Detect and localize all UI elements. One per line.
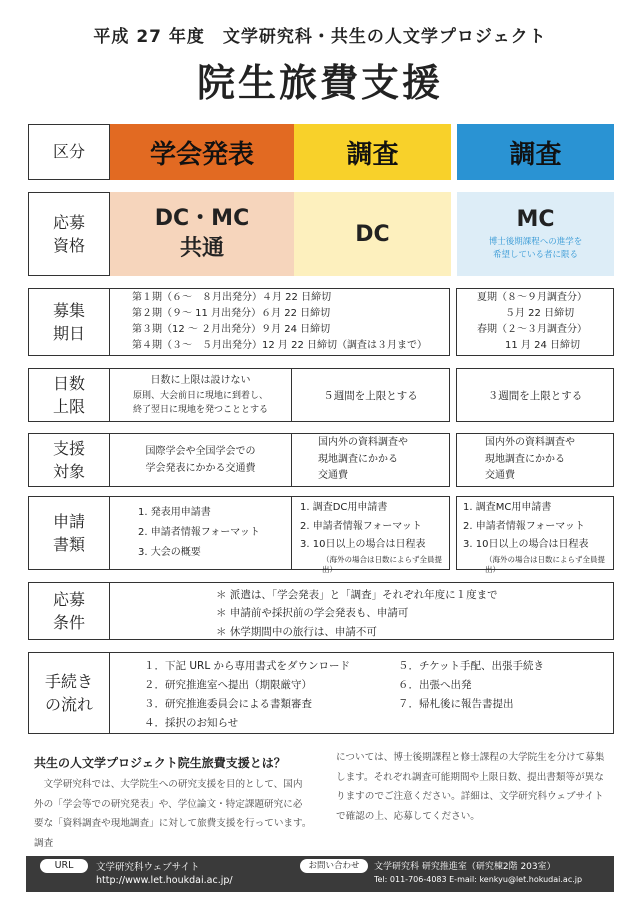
- doc-mc-3: 3. 10日以上の場合は日程表: [463, 539, 589, 550]
- subtitle: 平成 27 年度 文学研究科・共生の人文学プロジェクト: [93, 27, 547, 47]
- eligibility-dc: DC: [294, 192, 451, 276]
- period-1: 第１期（６～ ８月出発分）４月 22 日締切: [132, 292, 332, 303]
- eligibility-mc-cell: [457, 192, 614, 276]
- doc-gakkai-2: 2. 申請者情報フォーマット: [138, 527, 260, 538]
- column-header-chosa-dc: 調査: [294, 124, 451, 180]
- contact-label: お問い合わせ: [300, 859, 368, 873]
- doc-dc-note: （海外の場合は日数によらず全員提出）: [322, 554, 442, 574]
- doc-dc-3: 3. 10日以上の場合は日程表: [300, 539, 426, 550]
- days-mc: ３週間を上限とする: [456, 368, 614, 422]
- step-1: １．下記 URL から専用書式をダウンロード: [144, 660, 351, 672]
- days-gakkai: [110, 368, 292, 422]
- condition-3: ＊ 休学期間中の旅行は、申請不可: [216, 625, 377, 638]
- page-title: 院生旅費支援: [196, 61, 443, 105]
- period-summer: 夏期（８～９月調査分）: [477, 292, 587, 303]
- target-dc: 国内外の資料調査や 現地調査にかかる 交通費: [292, 433, 450, 487]
- steps-right: [398, 657, 544, 714]
- eligibility-gakkai: DC・MC 共通: [110, 192, 294, 276]
- about-text-left: 文学研究科では、大学院生への研究支援を目的として、国内外の「学会等での研究発表」や、学位論文・特定課題研究に必要な「資料調査や現地調査」に対して旅費支援を行っています。調査: [34, 779, 312, 849]
- doc-mc-2: 2. 申請者情報フォーマット: [463, 520, 585, 532]
- condition-2: ＊ 申請前や採択前の学会発表も、申請可: [216, 607, 409, 620]
- condition-1: ＊ 派遣は、「学会発表」と「調査」それぞれ年度に１度まで: [216, 589, 498, 601]
- eligibility-mc: MC: [516, 206, 555, 232]
- step-5: ５．チケット手配、出張手続き: [398, 660, 545, 672]
- row-label-taisho: 支援 対象: [28, 433, 110, 487]
- column-header-gakkai: 学会発表: [110, 124, 294, 180]
- row-label-nissu: 日数 上限: [28, 368, 110, 422]
- period-3: 第３期（12 ～ ２月出発分）９月 24 日締切: [132, 324, 331, 335]
- conditions: [110, 582, 614, 640]
- row-label-kubun-text: 区分: [52, 142, 85, 162]
- step-7: ７．帰札後に報告書提出: [398, 697, 514, 710]
- target-mc: 国内外の資料調査や 現地調査にかかる 交通費: [456, 433, 614, 487]
- office-name: 文学研究科 研究推進室（研究棟2階 203室）: [374, 862, 556, 872]
- footer: [26, 856, 614, 892]
- eligibility-mc-note: 博士後期課程への進学を 希望している者に限る: [488, 236, 583, 260]
- days-gakkai-main: 日数に上限は設けない: [150, 375, 251, 386]
- procedure-steps: [110, 652, 614, 734]
- site-url-link[interactable]: http://www.let.houkdai.ac.jp/: [96, 875, 233, 886]
- row-label-joken: 応募 条件: [28, 582, 110, 640]
- row-label-shorui: 申請 書類: [28, 496, 110, 570]
- step-2: ２．研究推進室へ提出（期限厳守）: [144, 678, 312, 691]
- period-spring-deadline: 11 月 24 日締切: [505, 340, 580, 351]
- about-text-right: については、博士後期課程と修士課程の大学院生を分けて募集します。それぞれ調査可能期間や上限日数、提出書類等が異なりますのでご注意ください。詳細は、文学研究科ウェブサイトで確認の上、応募してください。: [336, 752, 605, 822]
- row-label-kubun: [28, 124, 110, 180]
- doc-mc-note: （海外の場合は日数によらず全員提出）: [485, 554, 605, 574]
- row-label-tetsuzuki: 手続き の流れ: [28, 652, 110, 734]
- column-header-chosa-mc: 調査: [457, 124, 614, 180]
- site-name: 文学研究科ウェブサイト: [96, 862, 200, 873]
- row-label-shikaku: 応募 資格: [28, 192, 110, 276]
- doc-dc-1: 1. 調査DC用申請書: [300, 502, 388, 513]
- doc-gakkai-3: 3. 大会の概要: [138, 547, 201, 558]
- doc-gakkai-1: 1. 発表用申請書: [138, 507, 211, 518]
- period-spring: 春期（２～３月調査分）: [477, 324, 587, 335]
- doc-dc-2: 2. 申請者情報フォーマット: [300, 520, 422, 532]
- url-label: URL: [40, 859, 88, 873]
- documents-gakkai: [110, 496, 292, 570]
- documents-mc: [456, 496, 614, 574]
- period-2: 第２期（９～ 11 月出発分）６月 22 日締切: [132, 308, 331, 319]
- steps-left: [144, 657, 350, 733]
- documents-dc: [292, 496, 450, 574]
- step-4: ４．採択のお知らせ: [144, 716, 239, 729]
- target-gakkai: 国際学会や全国学会での 学会発表にかかる交通費: [110, 433, 292, 487]
- period-summer-deadline: ５月 22 日締切: [505, 308, 575, 319]
- contact-info: Tel: 011-706-4083 E-mail: kenkyu@let.hokudai.ac.jp: [374, 875, 583, 884]
- row-label-kikan: 募集 期日: [28, 288, 110, 356]
- days-gakkai-note: 原則、大会前日に現地に到着し、 終了翌日に現地を発つこととする: [132, 391, 268, 415]
- step-6: ６．出張へ出発: [398, 678, 472, 691]
- period-4: 第４期（３～ ５月出発分）12 月 22 日締切（調査は３月まで）: [132, 340, 427, 351]
- periods-mc: [456, 288, 614, 356]
- about-title: 共生の人文学プロジェクト院生旅費支援とは？: [34, 756, 286, 770]
- days-dc: ５週間を上限とする: [292, 368, 450, 422]
- doc-mc-1: 1. 調査MC用申請書: [463, 502, 552, 513]
- step-3: ３．研究推進委員会による書類審査: [144, 697, 312, 710]
- periods-gakkai-dc: [110, 288, 450, 356]
